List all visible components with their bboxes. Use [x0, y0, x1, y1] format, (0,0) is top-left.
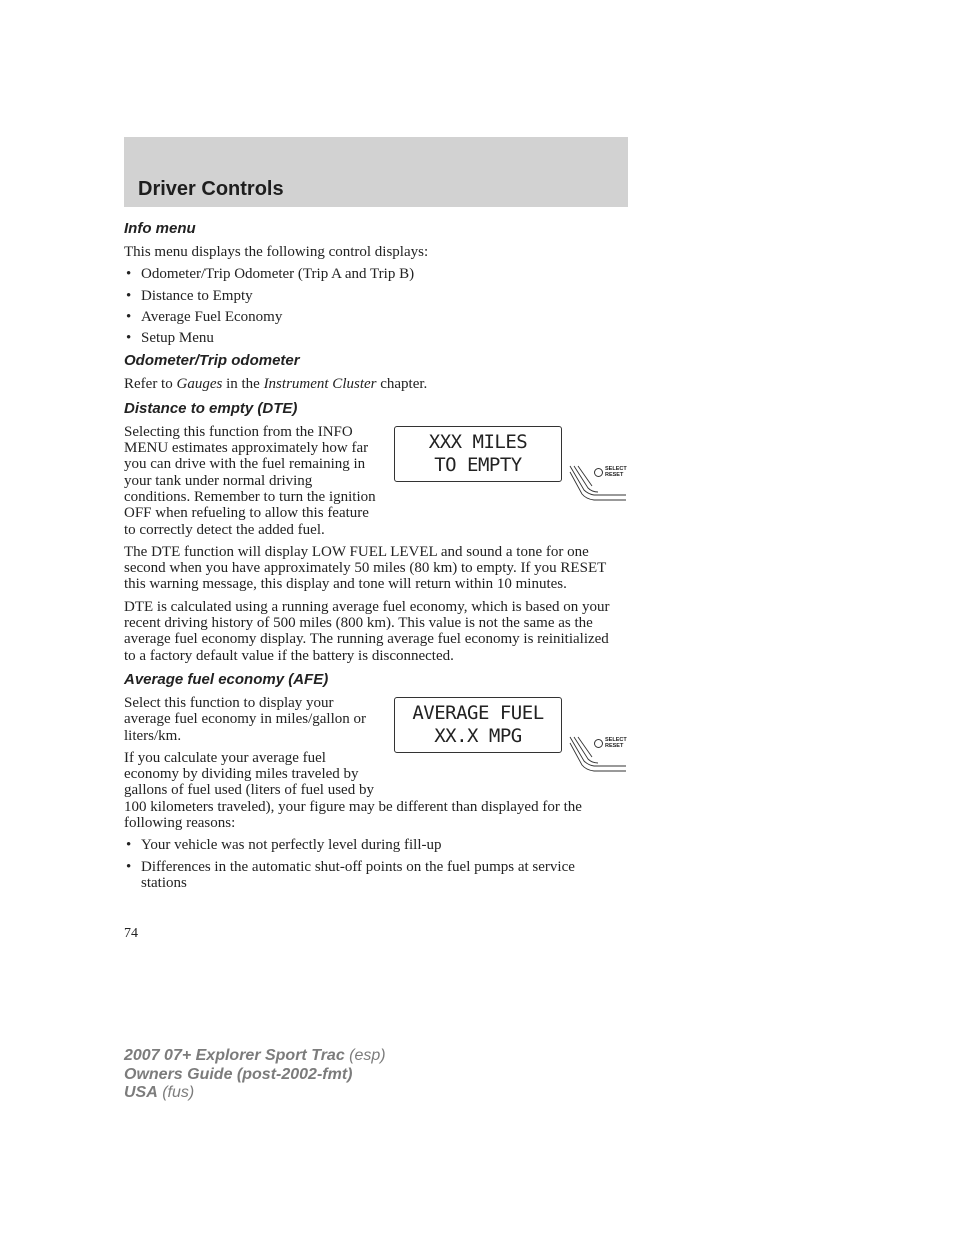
dte-paragraph-3: DTE is calculated using a running average fuel economy, which is based on your recent driving history of 500 miles (800 km). This value is not the same as the average fuel economy display. The running average fuel economy is reinitialized to a factory default value if the battery is disconnected.: [124, 598, 610, 664]
footer-model-code: (esp): [344, 1047, 386, 1064]
afe-paragraph-2: If you calculate your average fuel economy by dividing miles traveled by gallons of fuel used (liters of fuel used by 100 kilometers traveled), your figure may be different than displayed for the following reasons:: [124, 749, 582, 832]
list-item: • Distance to Empty: [124, 288, 624, 304]
dte-heading: Distance to empty (DTE): [124, 399, 298, 417]
document-footer: [124, 1047, 386, 1103]
dte-display-illustration: [394, 426, 628, 506]
list-item: • Setup Menu: [124, 330, 624, 346]
footer-line-3: [124, 1084, 386, 1103]
info-menu-intro: This menu displays the following control displays:: [124, 244, 429, 260]
odometer-text-mid: in the: [222, 376, 264, 393]
page-content: [124, 219, 627, 896]
select-reset-button-icon: [594, 739, 603, 748]
reset-label: RESET: [605, 471, 624, 478]
page-number: 74: [124, 926, 138, 941]
reset-label: RESET: [605, 742, 624, 749]
list-item: • Differences in the automatic shut-off points on the fuel pumps at service stations: [124, 859, 624, 892]
odometer-heading: Odometer/Trip odometer: [124, 352, 300, 370]
footer-market-code: (fus): [157, 1084, 195, 1101]
select-reset-label: [605, 737, 627, 749]
instrument-cluster-ref: Instrument Cluster: [263, 376, 377, 393]
list-item: • Average Fuel Economy: [124, 309, 624, 325]
odometer-text-post: chapter.: [376, 376, 428, 393]
select-reset-button-icon: [594, 468, 603, 477]
afe-heading: Average fuel economy (AFE): [124, 670, 329, 688]
odometer-text-pre: Refer to: [124, 376, 177, 393]
gauges-ref: Gauges: [176, 376, 223, 393]
afe-paragraph-1: Select this function to display your average fuel economy in miles/gallon or liters/km.: [124, 694, 366, 744]
footer-line-1: [124, 1047, 386, 1066]
select-label: SELECT: [605, 736, 627, 743]
info-menu-heading: Info menu: [124, 220, 196, 237]
dte-lcd-display: [394, 426, 562, 482]
afe-display-illustration: [394, 697, 628, 777]
afe-display-line2: XX.X MPG: [434, 724, 522, 747]
list-item: • Your vehicle was not perfectly level during fill-up: [124, 837, 624, 853]
section-title: Driver Controls: [138, 178, 284, 200]
footer-model: 2007 07+ Explorer Sport Trac: [124, 1047, 345, 1064]
list-item: • Odometer/Trip Odometer (Trip A and Trip B): [124, 266, 624, 282]
odometer-text: [124, 376, 624, 392]
dte-display-line2: TO EMPTY: [434, 453, 522, 476]
select-reset-label: [605, 466, 627, 478]
info-menu-list: [124, 266, 624, 346]
footer-market: USA: [124, 1084, 158, 1101]
footer-guide: Owners Guide (post-2002-fmt): [124, 1065, 353, 1083]
dte-paragraph-2: The DTE function will display LOW FUEL LEVEL and sound a tone for one second when you have approximately 50 miles (80 km) to empty. If you RESET this warning message, this display and tone will return within 10 minutes.: [124, 543, 606, 593]
dte-paragraph-1: Selecting this function from the INFO MENU estimates approximately how far you can drive with the fuel remaining in your tank under normal driving conditions. Remember to turn the ignition OFF when refueling to allow this feature to correctly detect the added fuel.: [124, 423, 376, 538]
dte-display-line1: XXX MILES: [428, 430, 528, 453]
afe-lcd-display: [394, 697, 562, 753]
select-label: SELECT: [605, 465, 627, 472]
afe-display-line1: AVERAGE FUEL: [412, 701, 544, 724]
afe-reasons-list: [124, 837, 624, 891]
footer-line-2: [124, 1066, 386, 1085]
